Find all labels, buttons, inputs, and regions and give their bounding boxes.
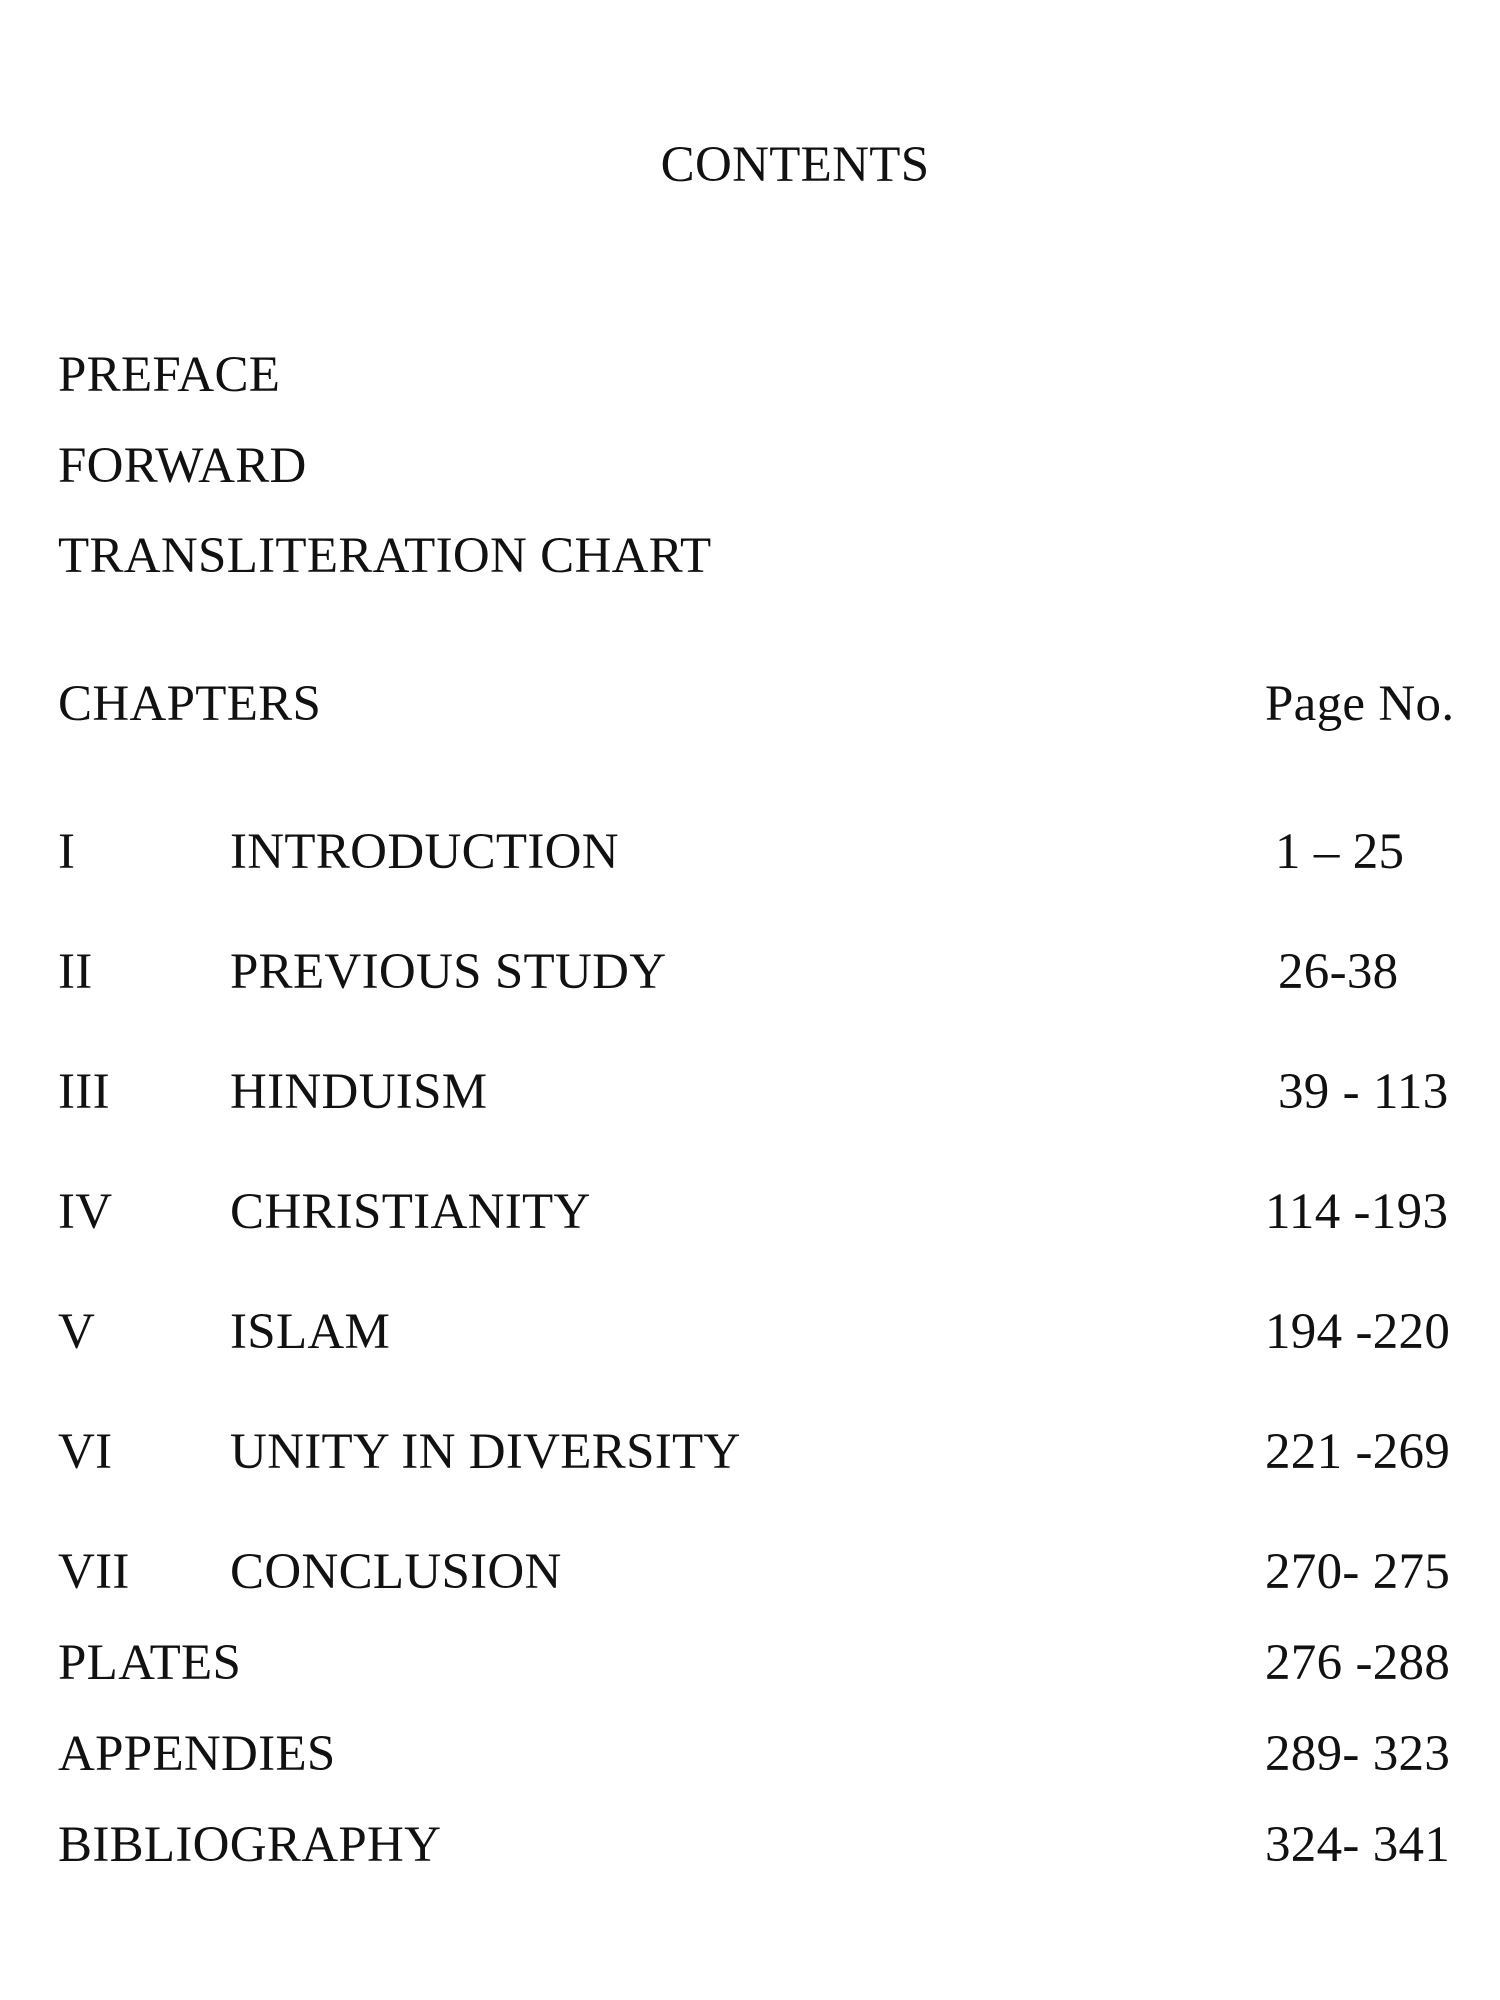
front-matter-transliteration-chart: TRANSLITERATION CHART	[58, 528, 712, 584]
chapter-title: UNITY IN DIVERSITY	[230, 1424, 741, 1480]
chapter-pages: 114 -193	[1265, 1184, 1449, 1240]
chapter-number: VI	[58, 1424, 113, 1480]
back-matter-pages: 289- 323	[1265, 1726, 1451, 1782]
back-matter-title: PLATES	[58, 1635, 242, 1691]
chapter-number: I	[58, 824, 76, 880]
chapter-number: V	[58, 1304, 96, 1360]
chapter-title: HINDUISM	[230, 1064, 488, 1120]
page-number-heading: Page No.	[1265, 676, 1455, 732]
chapter-number: II	[58, 944, 93, 1000]
chapter-pages: 1 – 25	[1275, 824, 1405, 880]
page-title: CONTENTS	[660, 137, 930, 193]
chapter-number: III	[58, 1064, 110, 1120]
back-matter-pages: 324- 341	[1265, 1817, 1451, 1873]
chapter-pages: 26-38	[1278, 944, 1399, 1000]
chapter-pages: 194 -220	[1265, 1304, 1451, 1360]
chapter-title: ISLAM	[230, 1304, 391, 1360]
back-matter-pages: 276 -288	[1265, 1635, 1451, 1691]
chapter-title: PREVIOUS STUDY	[230, 944, 667, 1000]
back-matter-title: APPENDIES	[58, 1726, 336, 1782]
front-matter-forward: FORWARD	[58, 438, 307, 494]
chapter-number: IV	[58, 1184, 113, 1240]
chapter-pages: 221 -269	[1265, 1424, 1451, 1480]
chapter-pages: 270- 275	[1265, 1544, 1451, 1600]
chapter-title: INTRODUCTION	[230, 824, 619, 880]
back-matter-title: BIBLIOGRAPHY	[58, 1817, 442, 1873]
chapters-heading: CHAPTERS	[58, 676, 322, 732]
front-matter-preface: PREFACE	[58, 347, 281, 403]
chapter-pages: 39 - 113	[1278, 1064, 1449, 1120]
chapter-title: CONCLUSION	[230, 1544, 562, 1600]
chapter-number: VII	[58, 1544, 130, 1600]
chapter-title: CHRISTIANITY	[230, 1184, 591, 1240]
